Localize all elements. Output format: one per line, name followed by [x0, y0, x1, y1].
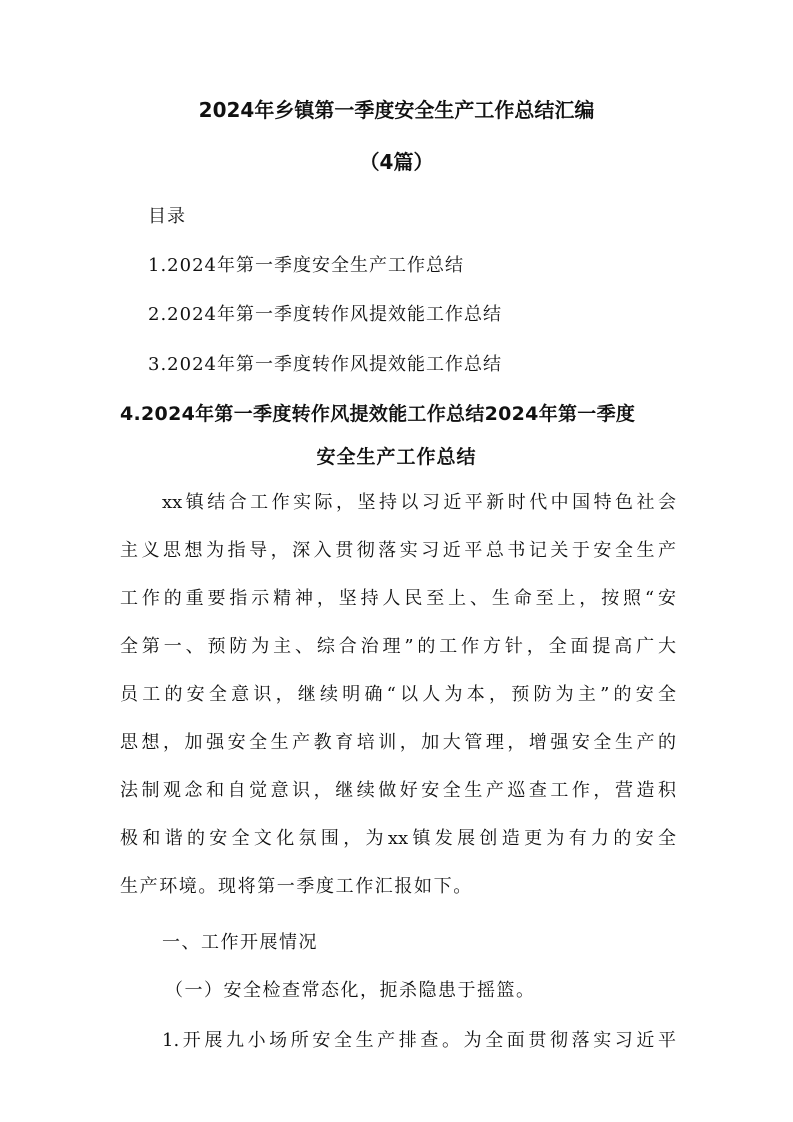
paragraph-line: 生产环境。现将第一季度工作汇报如下。	[120, 876, 473, 897]
paragraph-line: 工作的重要指示精神，坚持人民至上、生命至上，按照“安	[120, 588, 676, 609]
paragraph-line: xx镇结合工作实际，坚持以习近平新时代中国特色社会	[162, 492, 676, 513]
heading-level-2: （一）安全检查常态化，扼杀隐患于摇篮。	[165, 980, 536, 1001]
section-title-continued: 安全生产工作总结	[316, 446, 477, 468]
document-title: 2024年乡镇第一季度安全生产工作总结汇编	[198, 98, 595, 122]
paragraph-line: 法制观念和自觉意识，继续做好安全生产巡查工作，营造积	[120, 780, 676, 801]
paragraph-line: 主义思想为指导，深入贯彻落实习近平总书记关于安全生产	[120, 540, 676, 561]
toc-item: 3.2024年第一季度转作风提效能工作总结	[148, 354, 502, 375]
paragraph-line: 极和谐的安全文化氛围，为xx镇发展创造更为有力的安全	[120, 828, 676, 849]
section-title: 4.2024年第一季度转作风提效能工作总结2024年第一季度	[120, 403, 636, 425]
toc-item: 1.2024年第一季度安全生产工作总结	[148, 255, 464, 276]
paragraph-line: 全第一、预防为主、综合治理”的工作方针，全面提高广大	[120, 636, 676, 657]
body-line: 1.开展九小场所安全生产排查。为全面贯彻落实习近平	[162, 1030, 676, 1051]
paragraph-line: 思想，加强安全生产教育培训，加大管理，增强安全生产的	[120, 732, 676, 753]
toc-item: 2.2024年第一季度转作风提效能工作总结	[148, 304, 502, 325]
document-title-count: （4篇）	[359, 150, 434, 174]
toc-heading: 目录	[148, 206, 186, 227]
paragraph-line: 员工的安全意识，继续明确“以人为本，预防为主”的安全	[120, 684, 676, 705]
heading-level-1: 一、工作开展情况	[162, 932, 318, 953]
